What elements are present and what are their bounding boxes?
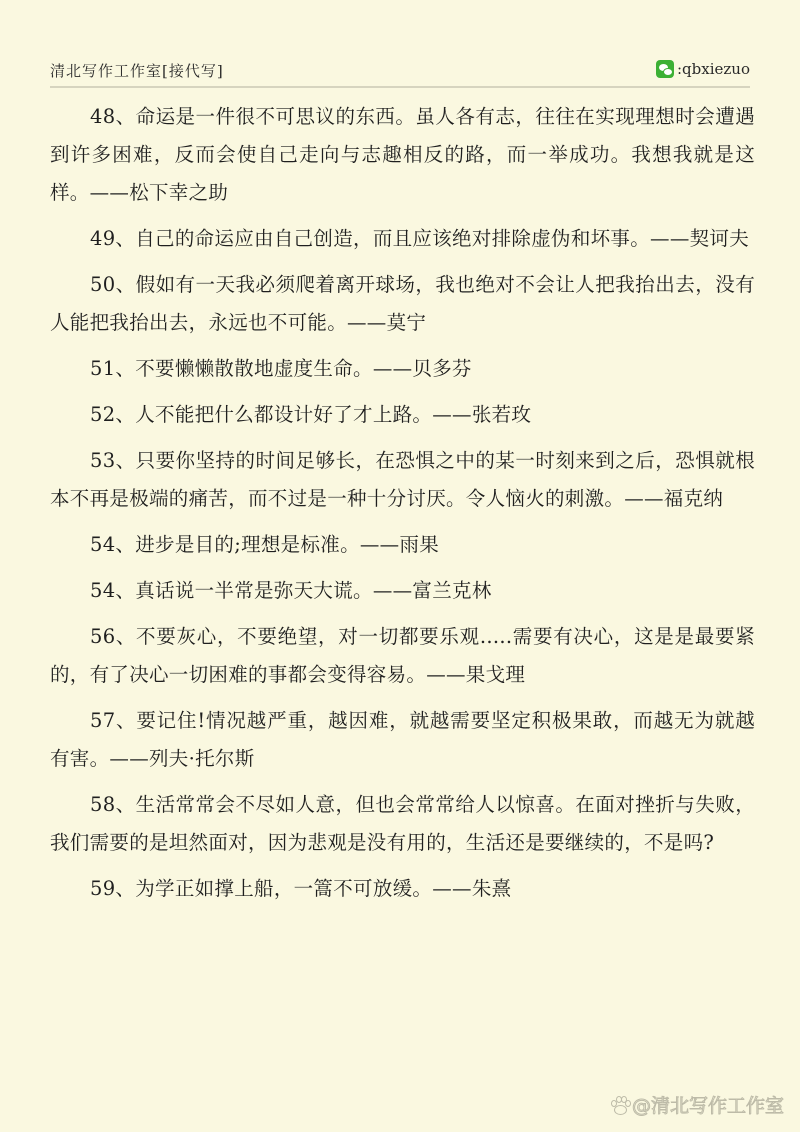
quote-list xyxy=(50,98,755,916)
quote-item: 56、不要灰心，不要绝望，对一切都要乐观.....需要有决心，这是是最要紧的，有了决心一切困难的事都会变得容易。——果戈理 xyxy=(50,625,755,686)
studio-title: 清北写作工作室[接代写] xyxy=(50,62,224,80)
watermark-text: @清北写作工作室 xyxy=(631,1095,784,1117)
quote-item: 53、只要你坚持的时间足够长，在恐惧之中的某一时刻来到之后，恐惧就根本不再是极端的痛苦，而不过是一种十分讨厌。令人恼火的刺激。——福克纳 xyxy=(50,449,755,510)
quote-item: 51、不要懒懒散散地虚度生命。——贝多芬 xyxy=(90,357,472,380)
page-header xyxy=(50,58,750,88)
wechat-id: :qbxiezuo xyxy=(677,60,750,78)
quote-item: 49、自己的命运应由自己创造，而且应该绝对排除虚伪和坏事。——契诃夫 xyxy=(90,227,750,250)
quote-item: 50、假如有一天我必须爬着离开球场，我也绝对不会让人把我抬出去，没有人能把我抬出去，永远也不可能。——莫宁 xyxy=(50,273,755,334)
quote-item: 58、生活常常会不尽如人意，但也会常常给人以惊喜。在面对挫折与失败，我们需要的是坦然面对，因为悲观是没有用的，生活还是要继续的，不是吗? xyxy=(50,793,755,854)
baidu-paw-icon xyxy=(610,1095,630,1115)
wechat-contact xyxy=(656,60,750,78)
watermark xyxy=(610,1091,784,1118)
quote-item: 54、进步是目的;理想是标准。——雨果 xyxy=(90,533,440,556)
wechat-icon xyxy=(656,60,674,78)
quote-item: 52、人不能把什么都设计好了才上路。——张若玫 xyxy=(90,403,532,426)
quote-item: 54、真话说一半常是弥天大谎。——富兰克林 xyxy=(90,579,492,602)
quote-item: 59、为学正如撑上船，一篙不可放缓。——朱熹 xyxy=(90,877,512,900)
quote-item: 48、命运是一件很不可思议的东西。虽人各有志，往往在实现理想时会遭遇到许多困难，反而会使自己走向与志趣相反的路，而一举成功。我想我就是这样。——松下幸之助 xyxy=(50,105,755,204)
quote-item: 57、要记住!情况越严重，越因难，就越需要坚定积极果敢，而越无为就越有害。——列夫·托尔斯 xyxy=(50,709,755,770)
